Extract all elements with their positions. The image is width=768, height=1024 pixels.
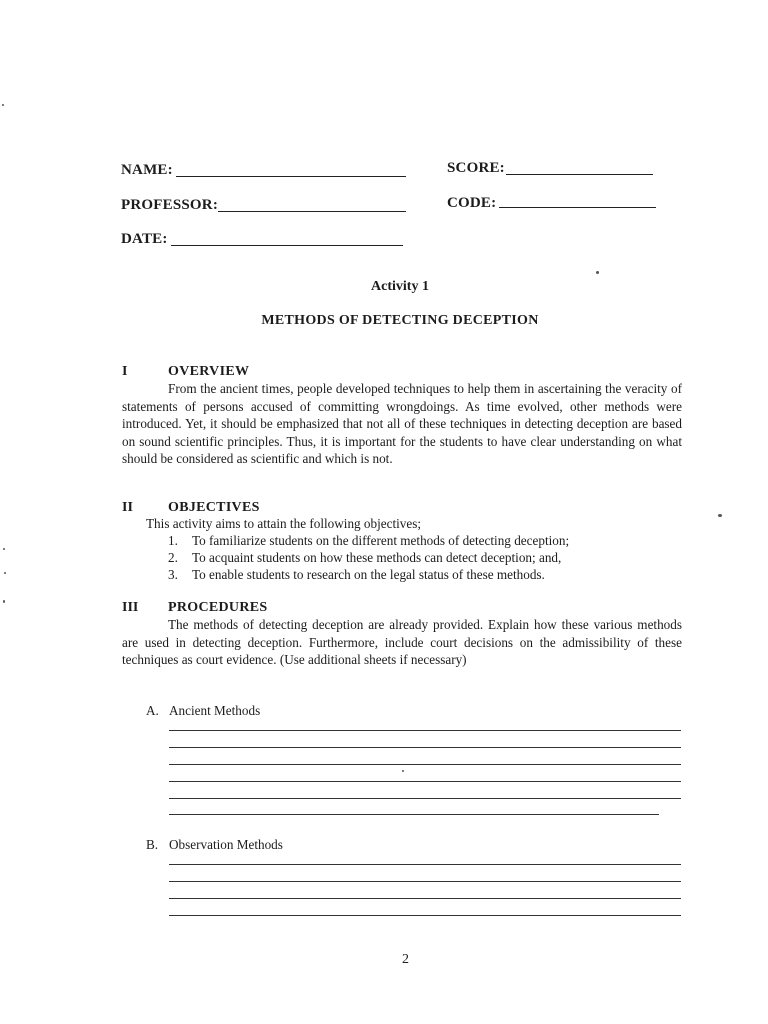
objective-item-number: 1.	[168, 533, 178, 548]
page-number: 2	[402, 952, 409, 967]
procedures-text: The methods of detecting deception are already provided. Explain how these various methods are used in detecting deception. Furthermore, include court decisions on the admissibility of these techniques as court evidence. (Use additional sheets if necessary)	[122, 617, 682, 668]
professor-label: PROFESSOR:	[121, 197, 219, 213]
objectives-heading: OBJECTIVES	[168, 500, 260, 515]
procedures-number: III	[122, 600, 139, 615]
method-letter: B.	[146, 837, 159, 852]
objective-item-text: To familiarize students on the different methods of detecting deception;	[192, 533, 570, 548]
scan-speck	[4, 572, 6, 574]
date-blank[interactable]	[171, 245, 403, 246]
overview-number: I	[122, 364, 128, 379]
objectives-intro: This activity aims to attain the following objectives;	[146, 516, 422, 531]
scan-speck	[2, 104, 4, 106]
code-label: CODE:	[447, 195, 497, 211]
objective-item-number: 2.	[168, 550, 178, 565]
answer-line[interactable]	[169, 881, 681, 882]
objectives-number: II	[122, 500, 133, 515]
scan-speck	[3, 600, 5, 603]
answer-line[interactable]	[169, 798, 681, 799]
scan-speck	[596, 271, 599, 274]
score-label: SCORE:	[447, 160, 505, 176]
activity-label: Activity 1	[371, 279, 429, 294]
objective-item-text: To acquaint students on how these methods can detect deception; and,	[192, 550, 562, 565]
answer-line[interactable]	[169, 781, 681, 782]
scan-speck	[3, 548, 5, 550]
method-label-ancient: Ancient Methods	[169, 703, 261, 718]
overview-heading: OVERVIEW	[168, 364, 250, 379]
overview-text: From the ancient times, people developed techniques to help them in ascertaining the veracity of statements of persons accused of committing wrongdoings. As time evolved, other methods were introduced. Yet, it should be emphasized that not all of these techniques in detecting deception are based on sound scientific principles. Thus, it is important for the students to have clear understanding on what should be considered as scientific and which is not.	[122, 381, 682, 467]
objective-item-number: 3.	[168, 567, 178, 582]
method-letter: A.	[146, 703, 159, 718]
answer-line[interactable]	[169, 898, 681, 899]
answer-line[interactable]	[169, 814, 659, 815]
score-blank[interactable]	[506, 174, 653, 175]
professor-blank[interactable]	[218, 211, 406, 212]
answer-line[interactable]	[169, 747, 681, 748]
name-label: NAME:	[121, 162, 173, 178]
code-blank[interactable]	[499, 207, 656, 208]
answer-line[interactable]	[169, 730, 681, 731]
activity-title: METHODS OF DETECTING DECEPTION	[261, 313, 539, 328]
name-blank[interactable]	[176, 176, 406, 177]
procedures-heading: PROCEDURES	[168, 600, 268, 615]
answer-line[interactable]	[169, 915, 681, 916]
date-label: DATE:	[121, 231, 168, 247]
answer-line[interactable]	[169, 764, 681, 765]
answer-line[interactable]	[169, 864, 681, 865]
objective-item-text: To enable students to research on the legal status of these methods.	[192, 567, 545, 582]
scan-speck	[718, 514, 722, 517]
scan-speck	[402, 770, 404, 772]
method-label-observation: Observation Methods	[169, 837, 283, 852]
